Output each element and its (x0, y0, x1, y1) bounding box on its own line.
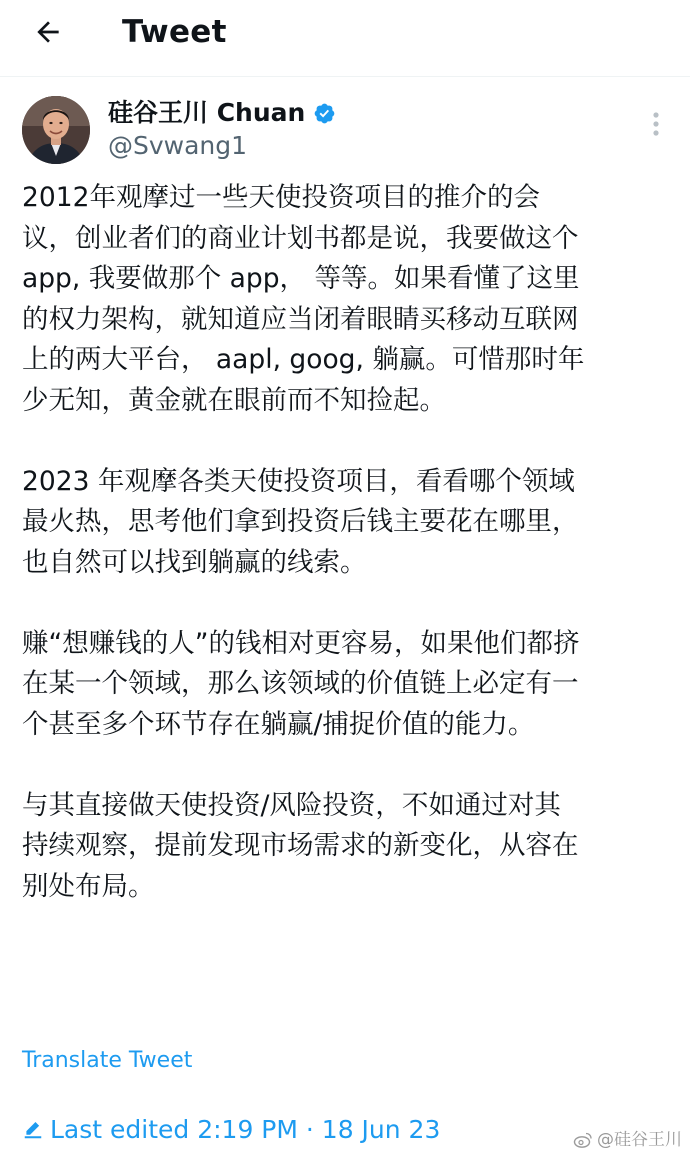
author-name-row[interactable] (108, 96, 336, 130)
tweet-line: 也自然可以找到躺赢的线索。 (22, 546, 367, 578)
last-edited-text[interactable]: Last edited 2:19 PM · 18 Jun 23 (50, 1115, 441, 1144)
tweet-line: 别处布局。 (22, 870, 155, 902)
tweet-line: 少无知，黄金就在眼前而不知捡起。 (22, 384, 446, 416)
last-edited-link[interactable] (22, 1112, 440, 1148)
tweet-line: 上的两大平台， aapl, goog, 躺赢。可惜那时年 (22, 344, 585, 375)
avatar-photo (22, 96, 90, 164)
tweet-line: 赚“想赚钱的人”的钱相对更容易，如果他们都挤 (22, 627, 580, 659)
more-options-button[interactable] (642, 106, 670, 142)
tweet-line: 2023 年观摩各类天使投资项目，看看哪个领域 (22, 465, 575, 497)
tweet-paragraph (22, 786, 672, 908)
tweet-line: 个甚至多个环节存在躺赢/捕捉价值的能力。 (22, 708, 535, 740)
tweet-line: 在某一个领域，那么该领域的价值链上必定有一 (22, 668, 579, 699)
tweet-line: 的权力架构，就知道应当闭着眼睛买移动互联网 (22, 303, 579, 335)
top-bar (0, 0, 690, 77)
tweet-line: 2012年观摩过一些天使投资项目的推介的会 (22, 182, 540, 213)
weibo-watermark (573, 1128, 682, 1152)
pencil-icon (22, 1119, 44, 1141)
translate-tweet-link[interactable]: Translate Tweet (22, 1048, 193, 1073)
page-title: Tweet (122, 14, 227, 50)
tweet-line: 与其直接做天使投资/风险投资，不如通过对其 (22, 789, 561, 821)
tweet-paragraph (22, 624, 672, 746)
author-name[interactable]: 硅谷王川 Chuan (108, 98, 306, 127)
tweet-paragraph (22, 462, 672, 584)
tweet-paragraph (22, 178, 672, 421)
more-vertical-icon (652, 111, 660, 137)
author-handle[interactable]: @Svwang1 (108, 131, 248, 160)
tweet-line: 持续观察，提前发现市场需求的新变化，从容在 (22, 830, 579, 861)
avatar[interactable] (22, 96, 90, 164)
tweet-line: app, 我要做那个 app， 等等。如果看懂了这里 (22, 263, 580, 294)
tweet-line: 议，创业者们的商业计划书都是说，我要做这个 (22, 222, 579, 254)
weibo-logo-icon (573, 1130, 593, 1150)
back-button[interactable] (28, 12, 68, 52)
tweet-text (22, 178, 672, 948)
watermark-text: @硅谷王川 (597, 1130, 682, 1150)
verified-badge-icon (313, 102, 336, 125)
tweet-line: 最火热，思考他们拿到投资后钱主要花在哪里， (22, 506, 579, 537)
arrow-left-icon (32, 16, 64, 48)
